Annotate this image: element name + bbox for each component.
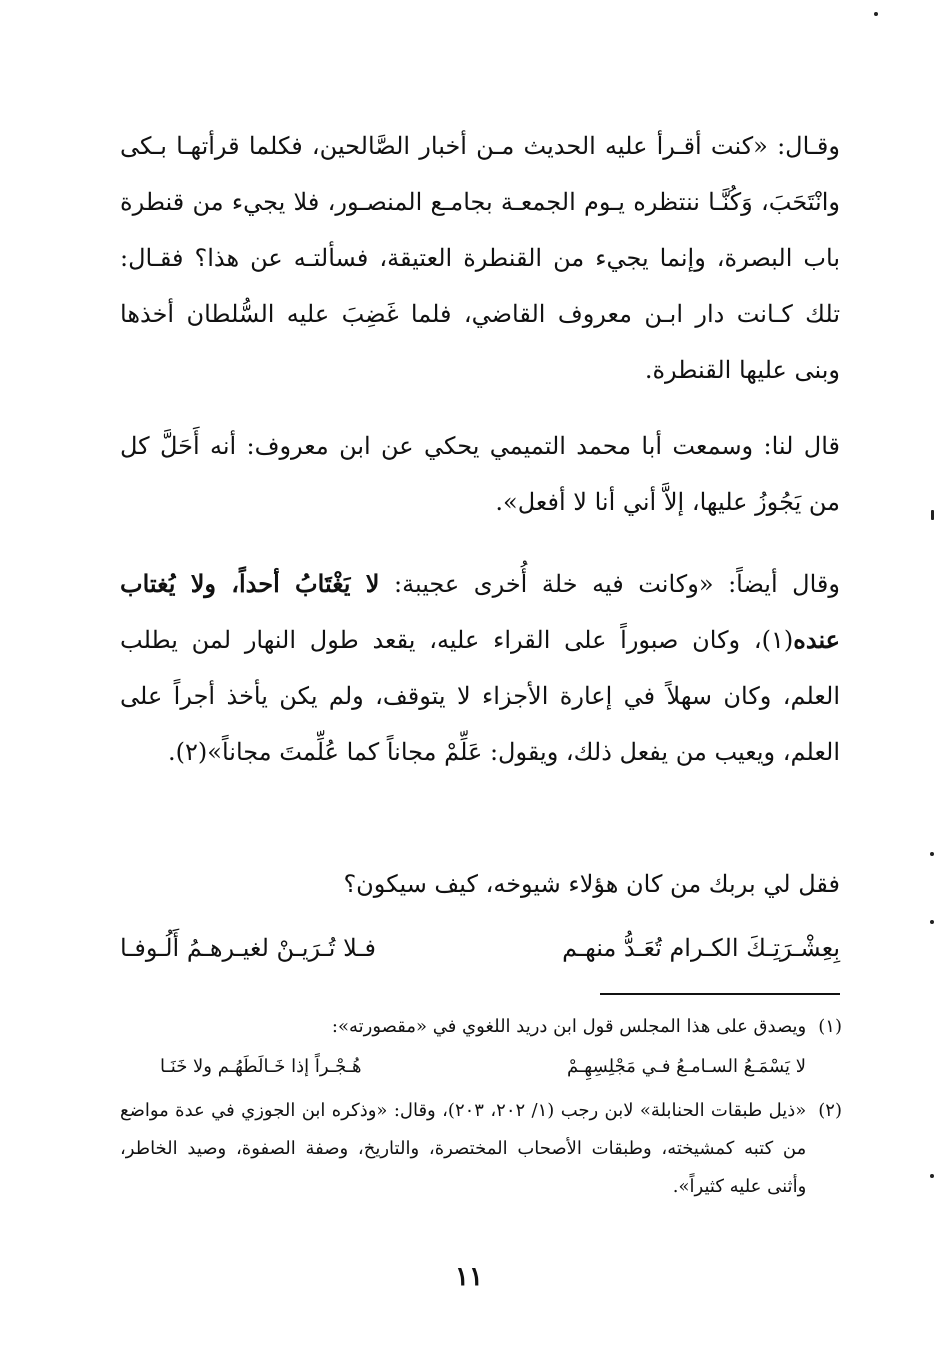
page-number: ١١ (455, 1262, 483, 1292)
paragraph-3-text-middle: ، وكان صبوراً على القراء عليه، يقعد طول النهار لمن يطلب العلم، وكان سهلاً في إعارة الأجزاء لا يتوقف، ولم يكن يأخذ أجراً على العلم، ويعيب من يفعل ذلك، ويقول: عَلِّمْ مجاناً كما عُلِّمتَ مجاناً» (120, 626, 840, 766)
footnote-ref-2: (٢) (175, 738, 208, 766)
verse-second-hemistich: فـلا تُـرَيـنْ لغيـرهـمُ أَلُـوفـا (120, 934, 376, 962)
scan-speck (930, 1174, 934, 1178)
footnote-ref-1: (١) (761, 626, 794, 654)
paragraph-1: وقـال: «كنت أقـرأ عليه الحديث مـن أخبار الصَّالحين، فكلما قرأتهـا بـكى وانْتَحَبَ، وَكُنَّـا ننتظره يـوم الجمعـة بجامـع المنصـور، فلا يجيء من قنطرة باب البصرة، وإنما يجيء من القنطرة العتيقة، فسألتـه عن هذا؟ فقـال: تلك كـانت دار ابـن معروف القاضي، فلما غَضِبَ عليه السُّلطان أخذها وبنى عليها القنطرة. (120, 132, 840, 384)
scan-speck (931, 510, 934, 520)
verse-first-hemistich: بِعِشْـرَتِـكَ الكـرام تُعَـدُّ منهـم (562, 934, 840, 962)
footnote-1 (120, 1008, 842, 1046)
footnote-2-text: «ذيل طبقات الحنابلة» لابن رجب (١/ ٢٠٢، ٢٠٣)، وقال: «وذكره ابن الجوزي في عدة مواضع من كتبه كمشيخته، وطبقات الأصحاب المختصرة، والتاريخ، وصفة الصفوة، وصيد الخاطر، وأثنى عليه كثيراً». (120, 1100, 807, 1197)
footnote-1-text: ويصدق على هذا المجلس قول ابن دريد اللغوي في «مقصورته»: (331, 1016, 807, 1037)
paragraph-4: فقل لي بربك من كان هؤلاء شيوخه، كيف سيكون؟ (343, 870, 840, 898)
paragraph-3-text-start: وقال أيضاً: «وكانت فيه خلة أُخرى عجيبة: (379, 570, 840, 598)
paragraph-3-bold-phrase: لا يَغْتَابُ أحداً، ولا يُغتاب عنده (120, 569, 840, 654)
paragraph-3-text-end: . (168, 738, 176, 766)
footnotes (120, 1008, 842, 1208)
paragraph-3 (120, 556, 840, 780)
footnote-1-verse-second: هُـجْـراً إذا خَـالَطَهُـم ولا خَنَـا (160, 1056, 362, 1077)
footnote-1-verse-first: لا يَسْمَـعُ السـامـعُ فـي مَجْلِسِهِـمْ (567, 1056, 806, 1077)
footnote-2-number: (٢) (818, 1100, 842, 1121)
verse-line (120, 920, 840, 976)
footnote-1-verse (120, 1048, 842, 1086)
footnote-separator (600, 993, 840, 995)
footnote-2 (120, 1092, 842, 1206)
scan-speck (930, 852, 934, 856)
paragraph-2: قال لنا: وسمعت أبا محمد التميمي يحكي عن ابن معروف: أنه أَحَلَّ كل من يَجُوزُ عليها، إلاَّ أني أنا لا أفعل». (120, 432, 840, 516)
footnote-1-number: (١) (818, 1016, 842, 1037)
scan-speck (930, 920, 934, 924)
scan-speck (874, 12, 878, 16)
